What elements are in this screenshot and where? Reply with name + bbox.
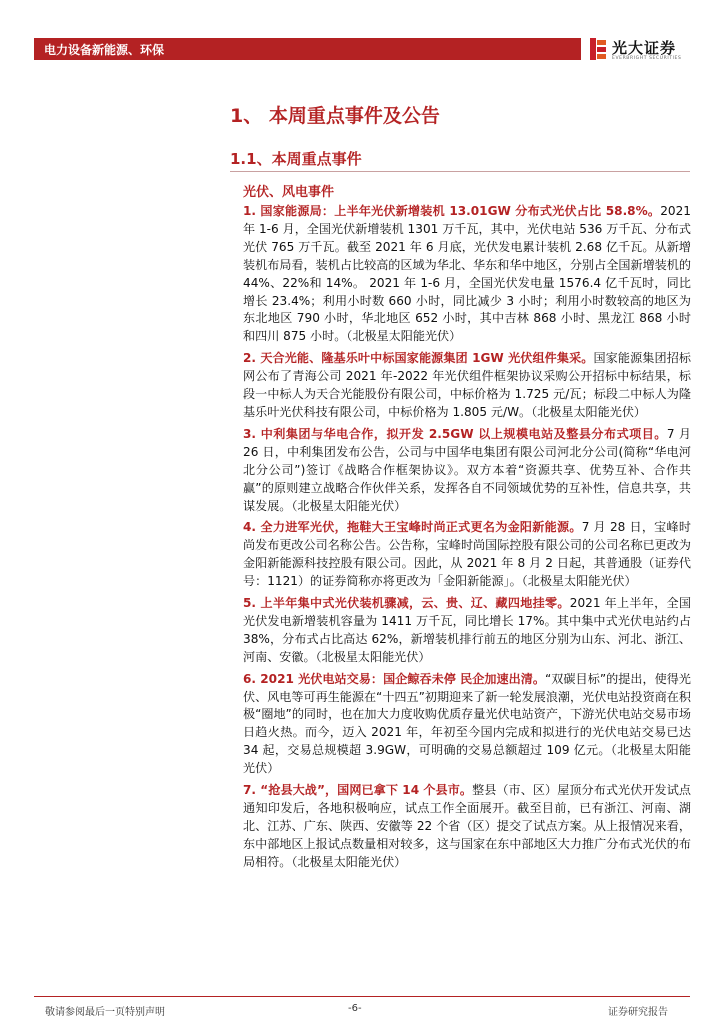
news-item-body: “双碳目标”的提出，使得光伏、风电等可再生能源在“十四五”初期迎来了新一轮发展浪潮，光伏电站投资商在积极“圈地”的同时，也在加大力度收购优质存量光伏电站资产，下游光伏电站交易市场日趋火热。而今，迈入 2021 年，年初至今国内完成和拟进行的光伏电站交易已达 34 起，交易总规模超 3.9GW，可明确的交易总额超过 109 亿元。（北极星太阳能光伏） <box>243 671 691 776</box>
news-item-headline: 6. 2021 光伏电站交易：国企鲸吞未停 民企加速出清。 <box>243 671 545 686</box>
news-item-headline: 1. 国家能源局：上半年光伏新增装机 13.01GW 分布式光伏占比 58.8%。 <box>243 204 661 218</box>
broker-logo-icon <box>588 36 608 62</box>
news-item-body: 7 月 26 日，中利集团发布公告，公司与中国华电集团有限公司河北分公司(简称“华电河北分公司”)签订《战略合作框架协议》。双方本着“资源共享、优势互补、合作共赢”的原则建立战略合作伙伴关系，发挥各自不同领域优势的互补性，信息共享，共谋发展。（北极星太阳能光伏） <box>243 426 691 513</box>
broker-logo-name: 光大证券 <box>612 39 677 57</box>
news-list <box>243 203 691 876</box>
subsection-heading: 光伏、风电事件 <box>243 185 335 200</box>
news-item-headline: 5. 上半年集中式光伏装机骤减，云、贵、辽、藏四地挂零。 <box>243 596 570 611</box>
heading-divider <box>230 171 690 172</box>
news-item <box>243 782 691 872</box>
broker-logo-english: EVERBRIGHT SECURITIES <box>612 56 682 61</box>
news-item <box>243 519 691 591</box>
header-category: 电力设备新能源、环保 <box>44 43 165 57</box>
news-item-body: 2021 年上半年，全国光伏发电新增装机容量为 1411 万千瓦，同比增长 17%。其中集中式光伏电站约占 38%，分布式占比高达 62%，新增装机排行前五的地区分别为山东、河北、浙江、河南、安徽。（北极星太阳能光伏） <box>243 596 691 664</box>
news-item-body: 整县（市、区）屋顶分布式光伏开发试点通知印发后，各地积极响应，试点工作全面展开。截至目前，已有浙江、河南、湖北、江苏、广东、陕西、安徽等 22 个省（区）提交了试点方案。从上报情况来看，东中部地区上报试点数量相对较多，这与国家在东中部地区大力推广分布式光伏的布局相符。（北极星太阳能光伏） <box>243 783 691 869</box>
news-item-body: 国家能源集团招标网公布了青海公司 2021 年-2022 年光伏组件框架协议采购公开招标中标结果，标段一中标人为天合光能股份有限公司，中标价格为 1.725 元/瓦；标段二中标人为隆基乐叶光伏科技有限公司，中标价格为 1.805 元/W。（北极星太阳能光伏） <box>243 351 691 419</box>
broker-logo <box>588 34 698 66</box>
news-item <box>243 671 691 778</box>
page-number: -6- <box>348 1003 362 1014</box>
news-item-headline: 4. 全力进军光伏，拖鞋大王宝峰时尚正式更名为金阳新能源。 <box>243 520 582 535</box>
section-heading-level1: 1、 本周重点事件及公告 <box>230 105 440 127</box>
news-item <box>243 350 691 422</box>
news-item-headline: 3. 中利集团与华电合作，拟开发 2.5GW 以上规模电站及整县分布式项目。 <box>243 426 667 441</box>
news-item-body: 7 月 28 日，宝峰时尚发布更改公司名称公告。公告称，宝峰时尚国际控股有限公司的公司名称已更改为金阳新能源科技控股有限公司。因此，从 2021 年 8 月 2 日起，其普通股（证券代号：1121）的证券简称亦将更改为「金阳新能源」。（北极星太阳能光伏） <box>243 520 691 589</box>
news-item <box>243 426 691 516</box>
footer-report-type: 证券研究报告 <box>608 1007 668 1018</box>
news-item-headline: 2. 天合光能、隆基乐叶中标国家能源集团 1GW 光伏组件集采。 <box>243 351 594 366</box>
news-item <box>243 203 691 346</box>
news-item-body: 2021 年 1-6 月，全国光伏新增装机 1301 万千瓦，其中，光伏电站 536 万千瓦、分布式光伏 765 万千瓦。截至 2021 年 6 月底，光伏发电累计装机 2.68 亿千瓦。从新增装机布局看，装机占比较高的区域为华北、华东和华中地区，分别占全国新增装机的 44%、22%和 14%。 2021 年 1-6 月，全国光伏发电量 1576.4 亿千瓦时，同比增长 23.4%；利用小时数 660 小时，同比减少 3 小时；利用小时数较高的地区为东北地区 790 小时，华北地区 652 小时，其中吉林 868 小时、黑龙江 868 小时和四川 875 小时。（北极星太阳能光伏） <box>243 204 691 344</box>
section-heading-level2: 1.1、本周重点事件 <box>230 150 362 168</box>
footer-disclaimer: 敬请参阅最后一页特别声明 <box>45 1007 165 1018</box>
news-item-headline: 7. “抢县大战”，国网已拿下 14 个县市。 <box>243 783 473 798</box>
news-item <box>243 595 691 667</box>
footer-divider <box>34 996 690 997</box>
header-category-bar <box>34 38 581 60</box>
